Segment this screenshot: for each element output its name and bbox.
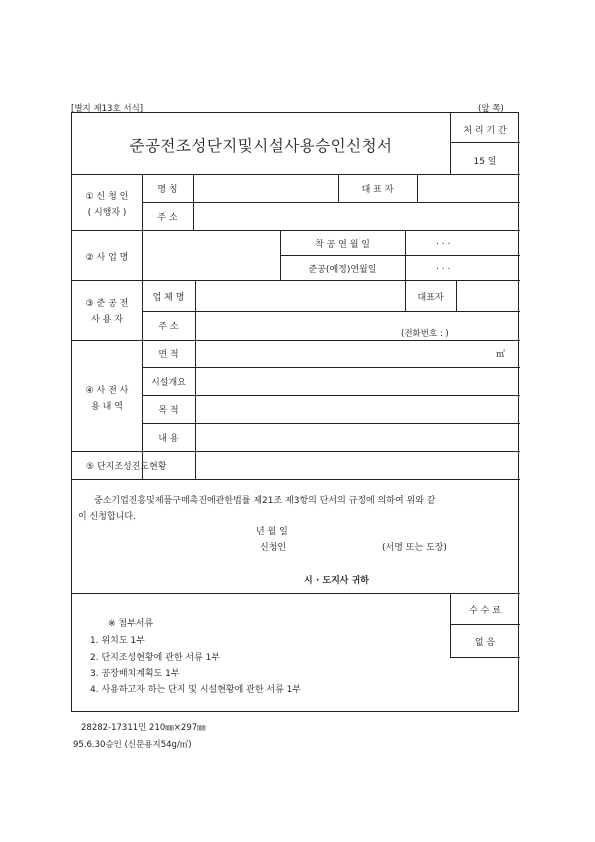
declaration-line2: 이 신청합니다. bbox=[78, 512, 136, 522]
applicant-address-label: 주 소 bbox=[157, 213, 178, 223]
applicant-sublabel: ( 시행자 ) bbox=[87, 208, 127, 218]
pre-user-sublabel: 사 용 자 bbox=[91, 315, 123, 325]
applicant-rep-label: 대 표 자 bbox=[361, 185, 394, 195]
processing-period-label: 처 리 기 간 bbox=[463, 126, 507, 136]
completion-date-label: 준공(예정)연월일 bbox=[308, 265, 377, 275]
usage-label: ④ 사 전 사 bbox=[85, 386, 129, 396]
form-number: [별지 제13호 서식] bbox=[71, 104, 144, 114]
attachment-item: 3. 공장배치계획도 1부 bbox=[90, 669, 180, 679]
content-label: 내 용 bbox=[158, 434, 179, 444]
attachment-item: 2. 단지조성현황에 관한 서류 1부 bbox=[90, 653, 221, 663]
area-label: 면 적 bbox=[158, 350, 179, 360]
attachments-heading: ※ 첨부서류 bbox=[108, 619, 154, 629]
area-unit: ㎡ bbox=[496, 350, 506, 360]
facility-overview-label: 시설개요 bbox=[151, 378, 186, 388]
start-date-value: . . . bbox=[436, 237, 451, 247]
fee-label: 수 수 료 bbox=[469, 606, 501, 616]
recipient: 시 · 도지사 귀하 bbox=[304, 576, 369, 586]
progress-label: ⑤ 단지조성진도현황 bbox=[86, 462, 167, 472]
purpose-label: 목 적 bbox=[158, 406, 179, 416]
phone-number: (전화번호 : ) bbox=[401, 329, 449, 339]
project-label: ② 사 업 명 bbox=[85, 253, 129, 263]
applicant-signer: 신청인 bbox=[260, 543, 287, 553]
start-date-label: 착 공 연 월 일 bbox=[315, 240, 370, 250]
usage-sublabel: 용 내 역 bbox=[91, 402, 123, 412]
signature-note: (서명 또는 도장) bbox=[382, 543, 447, 553]
application-form bbox=[71, 112, 519, 712]
company-name-label: 업 체 명 bbox=[152, 293, 185, 303]
footer-approval: 95.6.30승인 (신문용지54g/㎡) bbox=[73, 740, 192, 750]
form-title: 준공전조성단지및시설사용승인신청서 bbox=[129, 137, 393, 155]
declaration-line1: 중소기업진흥및제품구매촉진에관한법률 제21조 제3항의 단서의 규정에 의하여 위와 같 bbox=[94, 496, 436, 506]
applicant-name-label: 명 칭 bbox=[157, 185, 178, 195]
applicant-label: ① 신 청 인 bbox=[85, 192, 129, 202]
attachment-item: 1. 위치도 1부 bbox=[90, 636, 145, 646]
fee-value: 없 음 bbox=[474, 638, 496, 648]
footer-spec: 28282-17311민 210㎜×297㎜ bbox=[81, 723, 206, 733]
pre-user-rep-label: 대표자 bbox=[417, 293, 444, 303]
page-side: (앞 쪽) bbox=[478, 104, 504, 114]
pre-user-address-label: 주 소 bbox=[158, 322, 179, 332]
pre-user-label: ③ 준 공 전 bbox=[85, 299, 129, 309]
completion-date-value: . . . bbox=[436, 262, 451, 272]
application-date: 년 월 일 bbox=[256, 527, 288, 537]
processing-period-value: 15 일 bbox=[473, 157, 497, 167]
attachment-item: 4. 사용하고자 하는 단지 및 시설현황에 관한 서류 1부 bbox=[90, 685, 302, 695]
